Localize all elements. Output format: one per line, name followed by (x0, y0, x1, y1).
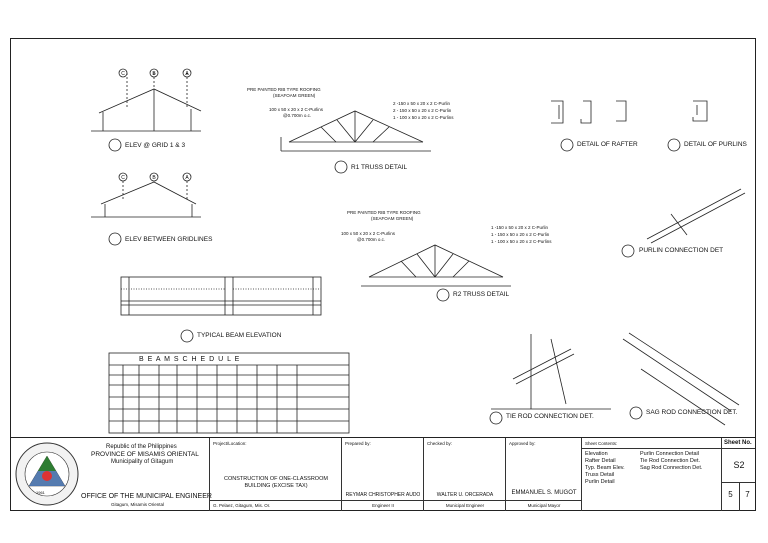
caption-sag-rod: SAG ROD CONNECTION DET. (646, 409, 738, 416)
municipal-seal-icon (15, 442, 79, 506)
contents-col2 (640, 451, 702, 472)
grid-b2-label: B (152, 175, 156, 181)
approved-cell (505, 438, 581, 511)
grid-c-label: C (121, 71, 125, 77)
contents-item: Purlin Detail (585, 479, 615, 485)
r1-purlin-spacing: @0.700m o.c. (283, 113, 312, 118)
contents-item: Typ. Beam Elev. (585, 465, 625, 471)
r2-purlin-1: 1 -150 x 50 x 20 x 2 C-Purlin (491, 225, 549, 230)
drawing-sheet (10, 38, 756, 511)
beam-elevation-drawing (121, 277, 321, 315)
grid-c2-label: C (121, 175, 125, 181)
contents-col1 (585, 451, 625, 486)
title-block (11, 437, 755, 511)
caption-elev-grid: ELEV @ GRID 1 & 3 (125, 142, 186, 149)
contents-item: Sag Rod Connection Det. (640, 465, 703, 471)
approved-role: Municipal Mayor (527, 503, 561, 508)
project-name: CONSTRUCTION OF ONE-CLASSROOM BUILDING (EXCISE TAX) (224, 476, 328, 489)
approved-name: EMMANUEL S. MUGOT (511, 490, 577, 496)
office-location: Gitagum, Misamis Oriental (111, 502, 165, 507)
r1-purlin-1: 2 -150 x 50 x 20 x 2 C-Purlin (393, 101, 451, 106)
approved-label: Approved by: (509, 441, 536, 446)
sheet-number: S2 (733, 460, 745, 470)
r1-purlin-3: 1 - 100 x 50 x 20 x 2 C-Purlins (393, 115, 454, 120)
province-text: PROVINCE OF MISAMIS ORIENTAL (91, 451, 199, 458)
contents-item: Truss Detail (585, 472, 615, 478)
sheet-contents-cell (581, 438, 721, 511)
contents-item: Elevation (585, 451, 608, 457)
caption-tie-rod: TIE ROD CONNECTION DET. (506, 413, 594, 420)
prepared-name: REYMAR CHRISTOPHER AUDO (345, 492, 421, 498)
municipality-text: Municipality of Gitagum (111, 459, 174, 465)
caption-r2-truss: R2 TRUSS DETAIL (453, 291, 510, 298)
project-location: G. Pelaez, Gitagum, Mis. Or. (213, 503, 271, 508)
checked-cell (423, 438, 505, 511)
r2-roofing-note: PRE PAINTED RIB TYPE ROOFING (347, 210, 421, 215)
r1-purlin-main: 100 x 50 x 20 x 2 C-Purlins (269, 107, 324, 112)
elev-grid-drawing (91, 69, 201, 131)
checked-label: Checked by: (427, 441, 453, 446)
tie-rod-drawing (491, 334, 611, 409)
grid-a2-label: A (185, 175, 189, 181)
contents-item: Tie Rod Connection Det. (640, 458, 701, 464)
caption-purlins: DETAIL OF PURLINS (684, 141, 747, 148)
sheet-total: 7 (745, 490, 750, 499)
beam-schedule-title: B E A M S C H E D U L E (139, 356, 241, 363)
caption-rafter: DETAIL OF RAFTER (577, 141, 638, 148)
r2-truss-drawing (361, 245, 511, 286)
r1-roofing-note: PRE PAINTED RIB TYPE ROOFING (247, 87, 321, 92)
sheet-number-cell (721, 438, 755, 511)
seal-year: 1961 (36, 490, 45, 495)
grid-b-label: B (152, 71, 156, 77)
checked-name: WALTER U. ORCERADA (436, 492, 494, 498)
sheet-contents-label: Sheet Contents: (585, 441, 618, 446)
r2-purlin-main: 100 x 50 x 20 x 2 C-Purlins (341, 231, 396, 236)
caption-purlin-conn: PURLIN CONNECTION DET (639, 247, 724, 254)
caption-elev-between: ELEV BETWEEN GRIDLINES (125, 236, 213, 243)
r1-purlin-2: 2 - 150 x 50 x 20 x 2 C-Purlin (393, 108, 452, 113)
rafter-detail-drawing (551, 101, 626, 123)
r1-roofing-color: (SEAFOAM GREEN) (273, 93, 316, 98)
checked-role: Municipal Engineer (445, 503, 485, 508)
r2-roofing-color: (SEAFOAM GREEN) (371, 216, 414, 221)
republic-text: Republic of the Philippines (106, 444, 177, 450)
sheet-no-label: Sheet No. (724, 440, 752, 446)
purlin-connection-drawing (647, 189, 745, 243)
caption-beam-elev: TYPICAL BEAM ELEVATION (197, 332, 282, 339)
contents-item: Rafter Detail (585, 458, 616, 464)
prepared-role: Engineer II (372, 503, 394, 508)
contents-item: Purlin Connection Detail (640, 451, 700, 457)
r2-purlin-2: 1 - 150 x 50 x 20 x 2 C-Purlin (491, 232, 550, 237)
r2-purlin-spacing: @0.700m o.c. (357, 237, 386, 242)
purlin-detail-drawing (693, 101, 707, 121)
caption-r1-truss: R1 TRUSS DETAIL (351, 164, 408, 171)
beam-schedule-table (109, 353, 349, 433)
office-text: OFFICE OF THE MUNICIPAL ENGINEER (81, 493, 212, 500)
project-cell (209, 438, 341, 511)
grid-a-label: A (185, 71, 189, 77)
prepared-label: Prepared by: (345, 441, 371, 446)
r2-purlin-3: 1 - 100 x 50 x 20 x 2 C-Purlins (491, 239, 552, 244)
sheet-index: 5 (728, 490, 733, 499)
prepared-cell (341, 438, 423, 511)
project-label: Project/Location: (213, 441, 247, 446)
